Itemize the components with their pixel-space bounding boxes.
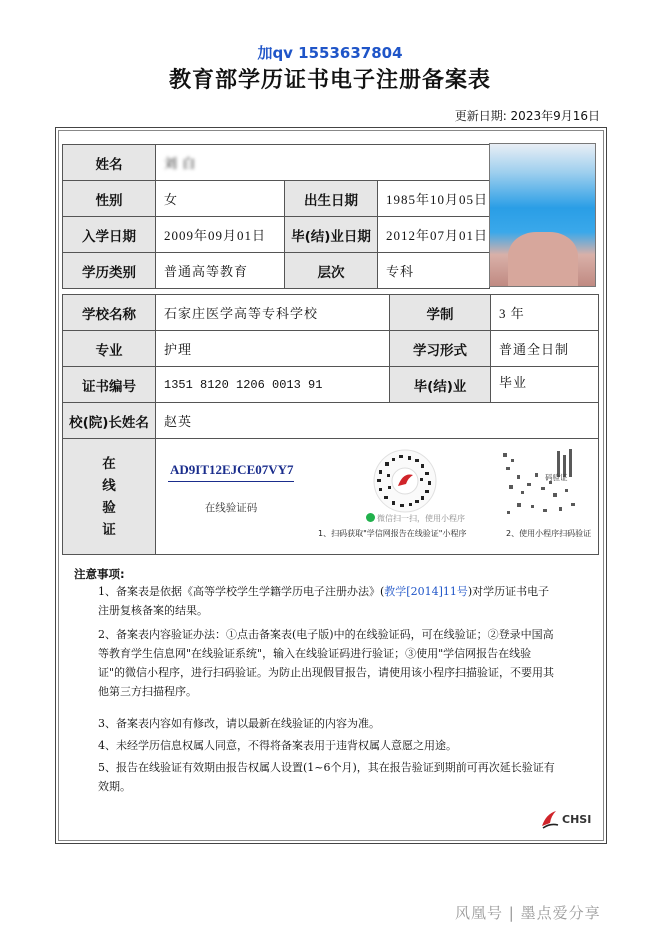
value-level: 专科 — [377, 252, 490, 289]
regulation-link[interactable]: 教学[2014]11号 — [384, 585, 468, 598]
step1-caption: 1、扫码获取"学信网报告在线验证"小程序 — [318, 529, 467, 538]
verify-char: 在 — [102, 455, 116, 472]
cert-text: 1351 8120 1206 0013 91 — [164, 377, 323, 392]
wechat-hint: 微信扫一扫，使用小程序 — [377, 514, 465, 523]
label-name: 姓名 — [62, 144, 156, 181]
value-grad: 2012年07月01日 — [377, 216, 490, 253]
label-category: 学历类别 — [62, 252, 156, 289]
notes-title: 注意事项: — [74, 567, 125, 581]
footer-watermark: 风凰号 | 墨点爱分享 — [455, 904, 601, 922]
note-item: 5、报告在线验证有效期由报告权属人设置(1~6个月)，其在报告验证到期前可再次延长验证有效期。 — [98, 761, 555, 793]
note-item: 4、未经学历信息权属人同意，不得将备案表用于违背权属人意愿之用途。 — [98, 739, 457, 752]
wechat-miniprogram-code[interactable] — [365, 448, 445, 514]
name-text: 刘 白 — [164, 156, 197, 171]
value-gender: 女 — [155, 180, 285, 217]
note-text: 1、备案表是依据《高等学校学生学籍学历电子注册办法》( — [98, 585, 385, 598]
verification-code-caption: 在线验证码 — [204, 502, 258, 514]
code-underline — [168, 481, 294, 482]
value-form: 普通全日制 — [490, 330, 599, 367]
value-name — [155, 144, 490, 181]
chsi-text: CHSI — [562, 812, 592, 826]
online-verification-code[interactable]: AD9IT12EJCE07VY7 — [170, 462, 294, 477]
label-grad: 毕(结)业日期 — [284, 216, 378, 253]
verify-char: 线 — [102, 477, 116, 494]
label-entry: 入学日期 — [62, 216, 156, 253]
label-gender: 性别 — [62, 180, 156, 217]
value-birth: 1985年10月05日 — [377, 180, 490, 217]
contact-watermark: 加qv 1553637804 — [257, 44, 403, 62]
label-form: 学习形式 — [389, 330, 491, 367]
update-date: 更新日期: 2023年9月16日 — [454, 109, 600, 123]
label-verify — [62, 438, 156, 555]
label-school: 学校名称 — [62, 294, 156, 331]
verify-char: 验 — [102, 499, 116, 516]
value-president: 赵英 — [155, 402, 599, 439]
verify-char: 证 — [102, 521, 116, 538]
value-major: 护理 — [155, 330, 390, 367]
label-president: 校(院)长姓名 — [62, 402, 156, 439]
label-status: 毕(结)业 — [389, 366, 491, 403]
note-item: 3、备案表内容如有修改，请以最新在线验证的内容为准。 — [98, 717, 380, 730]
value-entry: 2009年09月01日 — [155, 216, 285, 253]
note-text: )对学历证书电子注册复核备案的结果。 — [98, 585, 550, 617]
chsi-bird-icon — [540, 808, 560, 830]
note-item — [98, 582, 558, 620]
verification-qr-code[interactable] — [497, 445, 587, 530]
wechat-icon — [366, 513, 375, 522]
label-cert: 证书编号 — [62, 366, 156, 403]
student-photo — [489, 143, 596, 287]
chsi-logo — [540, 808, 591, 830]
value-school: 石家庄医学高等专科学校 — [155, 294, 390, 331]
value-category: 普通高等教育 — [155, 252, 285, 289]
value-cert — [155, 366, 390, 403]
label-major: 专业 — [62, 330, 156, 367]
page-title: 教育部学历证书电子注册备案表 — [168, 68, 491, 93]
label-length: 学制 — [389, 294, 491, 331]
label-birth: 出生日期 — [284, 180, 378, 217]
value-status: 毕业 — [490, 366, 599, 403]
photo-face — [508, 232, 578, 287]
label-level: 层次 — [284, 252, 378, 289]
note-item: 2、备案表内容验证办法：①点击备案表(电子版)中的在线验证码，可在线验证；②登录中国高等教育学生信息网"在线验证系统"，输入在线验证码进行验证；③使用"学信网报告在线验证"的微信小程序，进行扫码验证。为防止出现假冒报告，请使用该小程序扫描验证，不要用其他第三方扫描程序。 — [98, 628, 555, 698]
value-length: 3 年 — [490, 294, 599, 331]
step2-label: 码验证 — [545, 473, 568, 482]
step2-caption: 2、使用小程序扫码验证 — [506, 529, 592, 538]
